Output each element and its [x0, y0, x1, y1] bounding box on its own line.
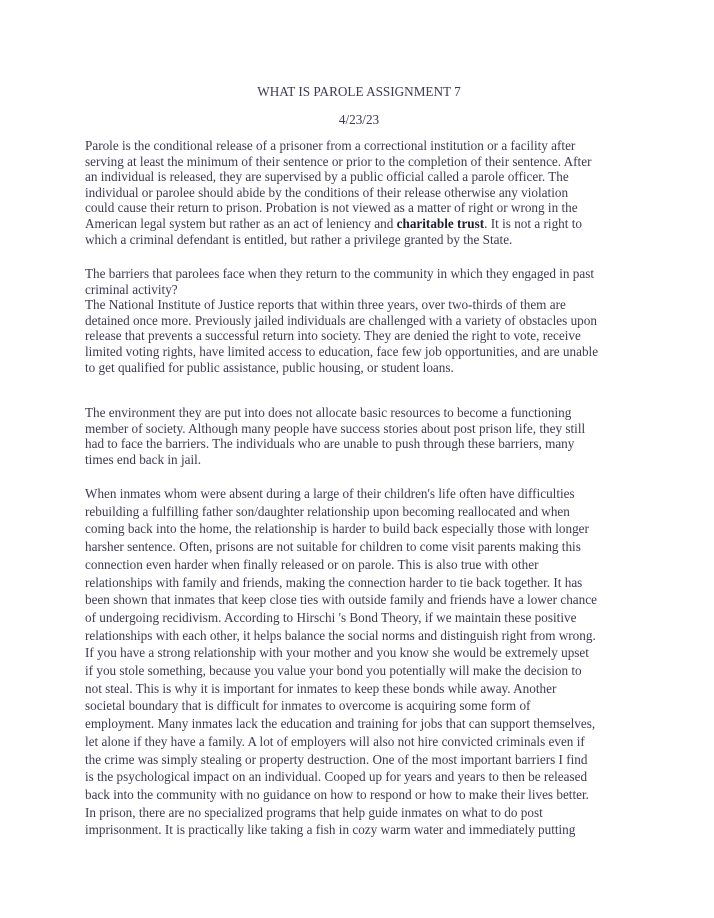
text-segment: American legal system but rather as an act of leniency and — [85, 215, 397, 231]
text-line: to get qualified for public assistance, public housing, or student loans. — [85, 359, 454, 375]
text-line: not steal. This is why it is important for inmates to keep these bonds while away. Another — [85, 680, 557, 696]
text-line: times end back in jail. — [85, 451, 202, 467]
text-line: relationships with family and friends, making the connection harder to tie back together. It has — [85, 574, 583, 590]
text-line: Parole is the conditional release of a prisoner from a correctional institution or a facility after — [85, 138, 576, 153]
text-line: In prison, there are no specialized programs that help guide inmates on what to do post — [85, 804, 543, 820]
paragraph-family-relationships — [85, 485, 633, 839]
text-line: harsher sentence. Often, prisons are not suitable for children to come visit parents making this — [85, 539, 581, 555]
text-line: imprisonment. It is practically like taking a fish in cozy warm water and immediately putting — [85, 822, 576, 838]
text-line: individual or parolee should abide by the conditions of their release otherwise any violation — [85, 184, 569, 200]
text-line: relationships with each other, it helps balance the social norms and distinguish right from wrong. — [85, 627, 596, 643]
text-line: had to face the barriers. The individuals who are unable to push through these barriers, many — [85, 436, 575, 452]
text-line-with-bold — [85, 216, 633, 232]
text-line: could cause their return to prison. Probation is not viewed as a matter of right or wrong in the — [85, 200, 578, 216]
text-line: is the psychological impact on an individual. Cooped up for years and years to then be released — [85, 769, 588, 785]
text-line: societal boundary that is difficult for inmates to overcome is acquiring some form of — [85, 698, 531, 714]
text-line: rebuilding a fulfilling father son/daughter relationship upon becoming reallocated and when — [85, 503, 570, 519]
text-line: back into the community with no guidance on how to respond or how to make their lives better. — [85, 786, 589, 802]
text-line: the crime was simply stealing or property destruction. One of the most important barriers I find — [85, 751, 588, 767]
text-line: if you stole something, because you value your bond you potentially will make the decision to — [85, 663, 582, 679]
text-line: let alone if they have a family. A lot of employers will also not hire convicted criminals even if — [85, 733, 585, 749]
text-line: member of society. Although many people have success stories about post prison life, they still — [85, 420, 586, 436]
text-line: which a criminal defendant is entitled, but rather a privilege granted by the State. — [85, 231, 513, 247]
text-line: release that prevents a successful return into society. They are denied the right to vote, receive — [85, 328, 581, 344]
text-segment: . It is not a right to — [484, 215, 582, 231]
text-line: criminal activity? — [85, 281, 178, 297]
text-line: coming back into the home, the relationship is harder to build back especially those with longer — [85, 521, 589, 537]
text-line: The barriers that parolees face when they return to the community in which they engaged in past — [85, 266, 595, 281]
paragraph-environment — [85, 405, 633, 467]
text-line: When inmates whom were absent during a large of their children's life often have difficulties — [85, 486, 575, 501]
text-line: The National Institute of Justice reports that within three years, over two-thirds of them are — [85, 297, 566, 313]
text-line: serving at least the minimum of their sentence or prior to the completion of their sentence. After — [85, 153, 592, 169]
paragraph-barriers-question — [85, 266, 633, 375]
document-date: 4/23/23 — [338, 112, 380, 127]
text-line: If you have a strong relationship with your mother and you know she would be extremely upset — [85, 645, 589, 661]
document-title: WHAT IS PAROLE ASSIGNMENT 7 — [257, 84, 461, 99]
text-line: connection even harder when finally released or on parole. This is also true with other — [85, 556, 539, 572]
paragraph-parole-definition — [85, 138, 633, 247]
text-line: employment. Many inmates lack the education and training for jobs that can support themselves, — [85, 716, 596, 732]
bold-term-charitable-trust: charitable trust — [396, 215, 485, 231]
text-line: The environment they are put into does not allocate basic resources to become a functioning — [85, 405, 572, 420]
text-line: limited voting rights, have limited access to education, face few job opportunities, and are unable — [85, 343, 599, 359]
text-line: an individual is released, they are supervised by a public official called a parole officer. The — [85, 169, 569, 185]
text-line: of undergoing recidivism. According to Hirschi 's Bond Theory, if we maintain these positive — [85, 609, 577, 625]
text-line: been shown that inmates that keep close ties with outside family and friends have a lower chance — [85, 592, 597, 608]
text-line: detained once more. Previously jailed individuals are challenged with a variety of obstacles upon — [85, 312, 597, 328]
